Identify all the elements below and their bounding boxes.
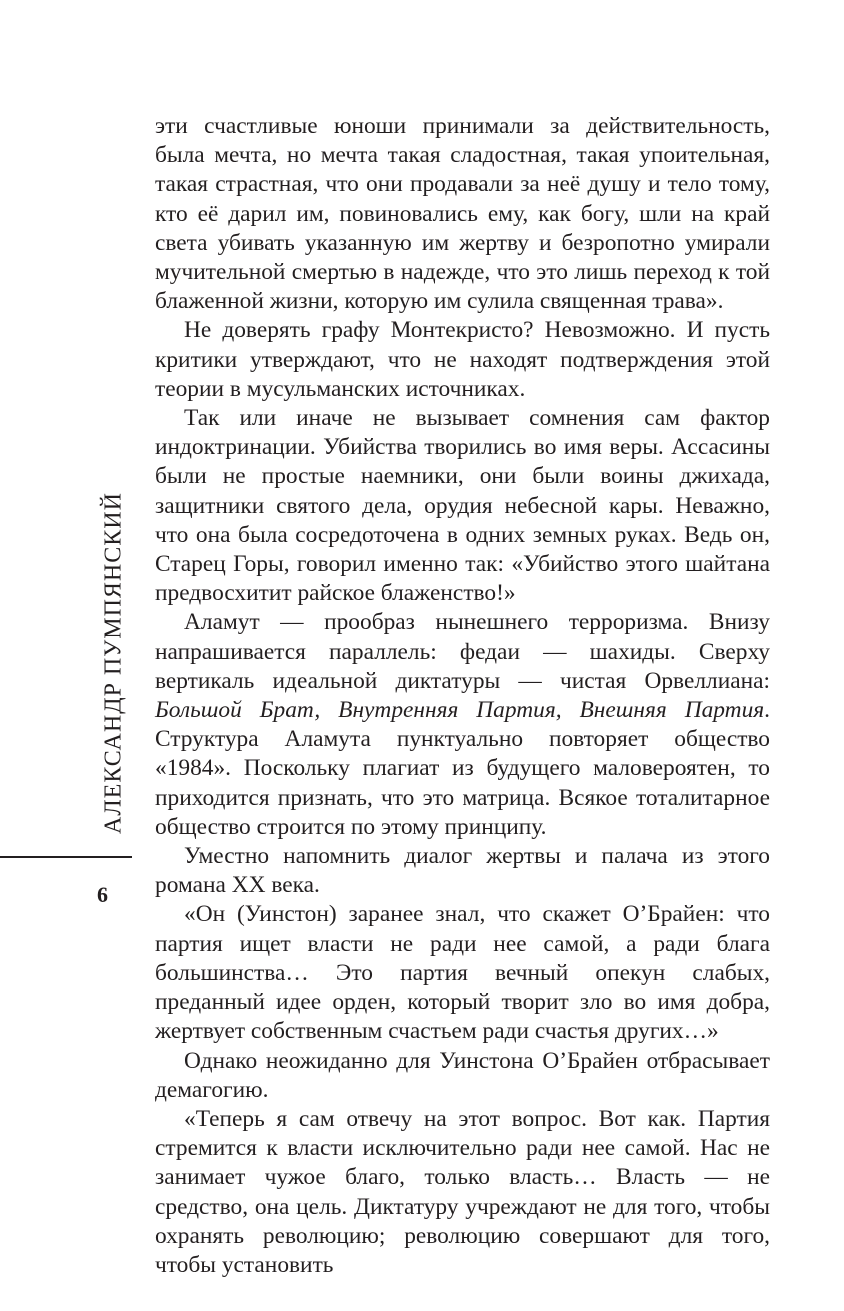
- margin-rule: [0, 856, 132, 858]
- paragraph-7: Однако неожиданно для Уинстона О’Брайен отбрасывает демагогию.: [155, 1047, 770, 1103]
- page-number: 6: [97, 882, 108, 907]
- paragraph-2: Не доверять графу Монтекристо? Невозможно. И пусть критики утверждают, что не находят подтверждения этой теории в мусульманских источниках.: [155, 317, 770, 402]
- paragraph-4-start: Аламут — прообраз нынешнего терроризма. Внизу напрашивается параллель: федаи — шахиды. Сверху вертикаль идеальной диктатуры — чистая Орвеллиана:: [155, 609, 770, 694]
- main-text: [155, 112, 770, 1280]
- running-head-author: [94, 470, 134, 855]
- paragraph-3: Так или иначе не вызывает сомнения сам фактор индоктринации. Убийства творились во имя веры. Ассасины были не простые наемники, они были воины джихада, защитники святого дела, орудия небесной кары. Неважно, что она была сосредоточена в одних земных руках. Ведь он, Старец Горы, говорил именно так: «Убийство этого шайтана предвосхитит райское блаженство!»: [155, 405, 770, 607]
- paragraph-6: «Он (Уинстон) заранее знал, что скажет О’Брайен: что партия ищет власти не ради нее самой, а ради блага большинства… Это партия вечный опекун слабых, преданный идее орден, который творит зло во имя добра, жертвует собственным счастьем ради счастья других…»: [155, 901, 770, 1045]
- paragraph-4-end: . Структура Аламута пунктуально повторяет общество «1984». Поскольку плагиат из будущего маловероятен, то приходится признать, что это матрица. Всякое тоталитарное общество строится по этому принципу.: [155, 697, 770, 840]
- paragraph-1: эти счастливые юноши принимали за действительность, была мечта, но мечта такая сладостная, такая упоительная, такая страстная, что они продавали за неё душу и тело тому, кто её дарил им, повиновались ему, как богу, шли на край света убивать указанную им жертву и безропотно умирали мучительной смертью в надежде, что это лишь переход к той блаженной жизни, которую им сулила священная трава».: [155, 113, 770, 315]
- paragraph-4: [155, 608, 770, 842]
- paragraph-5: Уместно напомнить диалог жертвы и палача из этого романа XX века.: [155, 843, 770, 899]
- paragraph-8: «Теперь я сам отвечу на этот вопрос. Вот как. Партия стремится к власти исключительно ради нее самой. Нас не занимает чужое благо, только власть… Власть — не средство, она цель. Диктатуру учреждают не для того, чтобы охранять революцию; революцию совершают для того, чтобы установить: [155, 1105, 770, 1278]
- author-name: АЛЕКСАНДР ПУМПЯНСКИЙ: [100, 491, 127, 834]
- paragraph-4-italic: Большой Брат, Внутренняя Партия, Внешняя Партия: [155, 697, 765, 724]
